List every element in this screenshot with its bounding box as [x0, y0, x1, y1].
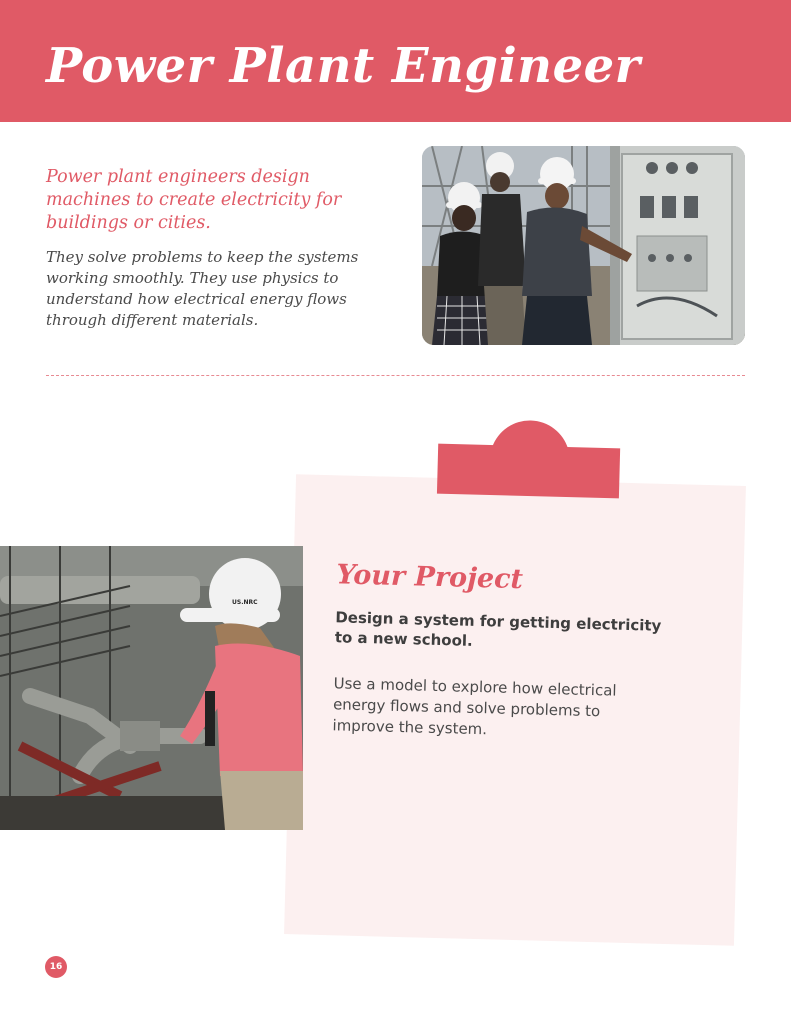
photo-engineer-with-pipes [0, 546, 303, 830]
helmet-label: US.NRC [232, 599, 258, 606]
header-banner [0, 0, 791, 122]
project-card [284, 474, 746, 946]
intro-lead-text: Power plant engineers design machines to create electricity for buildings or cities. [46, 167, 342, 233]
photo-pipes-illustration [0, 546, 303, 830]
page-number-badge [45, 956, 67, 978]
photo-engineers-illustration [422, 146, 745, 345]
photo-engineers-at-control-panel [422, 146, 745, 345]
section-divider [46, 375, 745, 376]
page-title: Power Plant Engineer [46, 38, 641, 94]
page-number: 16 [49, 962, 63, 972]
project-title: Your Project [336, 559, 524, 596]
intro-body-text: They solve problems to keep the systems working smoothly. They use physics to understand how electrical energy flows through different materials. [46, 248, 359, 329]
project-body: Use a model to explore how electrical energy flows and solve problems to improve the system. [332, 674, 617, 739]
clipboard-clip-icon [435, 406, 623, 503]
project-subtitle: Design a system for getting electricity to a new school. [334, 608, 662, 650]
